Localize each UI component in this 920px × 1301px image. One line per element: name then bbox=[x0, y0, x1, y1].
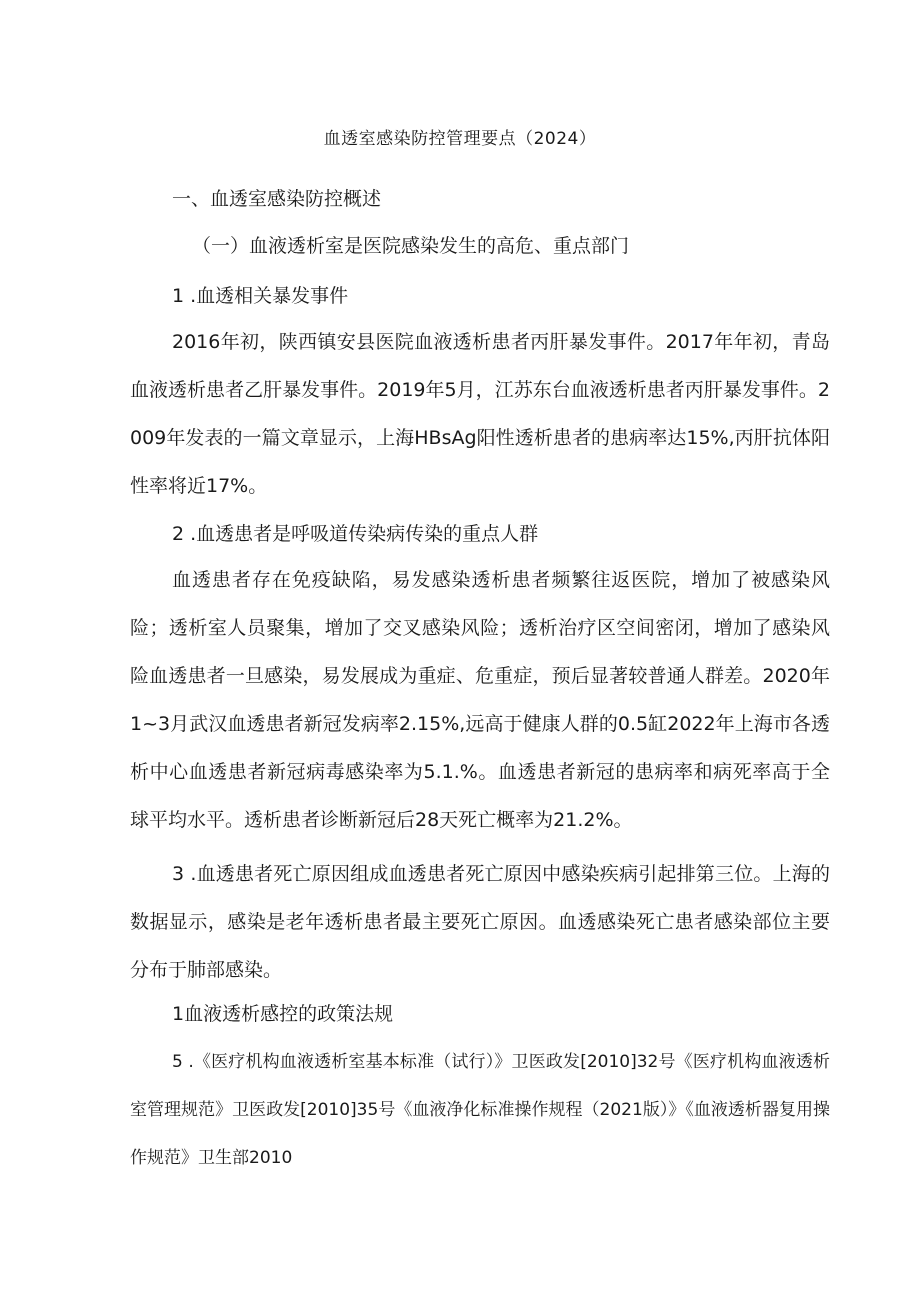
section-heading-1: 一、血透室感染防控概述 bbox=[172, 188, 382, 210]
document-title: 血透室感染防控管理要点（2024） bbox=[323, 129, 597, 149]
item-1-heading: 1 .血透相关暴发事件 bbox=[172, 285, 349, 307]
subsection-heading-1: （一）血液透析室是医院感染发生的高危、重点部门 bbox=[192, 235, 630, 257]
item-3-paragraph: 3 .血透患者死亡原因组成血透患者死亡原因中感染疾病引起排第三位。上海的数据显示，感染是老年透析患者最主要死亡原因。血透感染死亡患者感染部位主要分布于肺部感染。 bbox=[130, 863, 830, 981]
item-2-heading: 2 .血透患者是呼吸道传染病传染的重点人群 bbox=[172, 523, 539, 545]
item-2-paragraph: 血透患者存在免疫缺陷，易发感染透析患者频繁往返医院，增加了被感染风险；透析室人员聚集，增加了交叉感染风险；透析治疗区空间密闭，增加了感染风险血透患者一旦感染，易发展成为重症、危重症，预后显著较普通人群差。2020年1~3月武汉血透患者新冠发病率2.15%,远高于健康人群的0.5缸2022年上海市各透析中心血透患者新冠病毒感染率为5.1.%。血透患者新冠的患病率和病死率高于全球平均水平。透析患者诊断新冠后28天死亡概率为21.2%。 bbox=[130, 569, 830, 831]
item-5-paragraph: 5 .《医疗机构血液透析室基本标准（试行）》卫医政发[2010]32号《医疗机构血液透析室管理规范》卫医政发[2010]35号《血液净化标准操作规程（2021版）》《血液透析器复用操作规范》卫生部2010 bbox=[130, 1052, 830, 1168]
item-4-heading: 1血液透析感控的政策法规 bbox=[172, 1003, 394, 1025]
item-1-paragraph: 2016年初，陕西镇安县医院血液透析患者丙肝暴发事件。2017年年初，青岛血液透析患者乙肝暴发事件。2019年5月，江苏东台血液透析患者丙肝暴发事件。2009年发表的一篇文章显示，上海HBsAg阳性透析患者的患病率达15%,丙肝抗体阳性率将近17%。 bbox=[130, 331, 830, 497]
